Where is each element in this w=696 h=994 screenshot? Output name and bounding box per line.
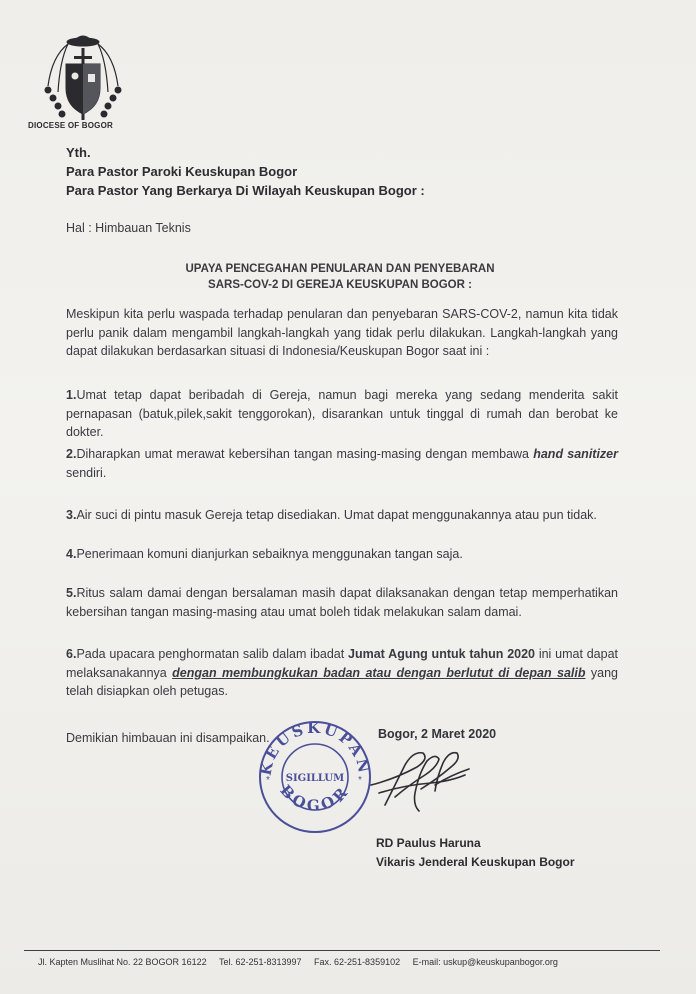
footer-tel: Tel. 62-251-8313997 <box>218 957 302 967</box>
point-1 <box>66 386 618 442</box>
document-title-line-1: UPAYA PENCEGAHAN PENULARAN DAN PENYEBARAN <box>185 263 495 275</box>
point-2 <box>66 445 618 482</box>
point-3 <box>66 506 618 525</box>
salutation: Yth. <box>66 145 91 160</box>
point-text: Ritus salam damai dengan bersalaman masih dapat dilaksanakan dengan tetap memperhatikan kebersihan tangan masing-masing atau umat boleh tidak melakukan salam damai. <box>66 586 618 619</box>
point-6 <box>66 645 618 701</box>
seal-star-icon: * <box>358 775 362 786</box>
addressee-line-1: Para Pastor Paroki Keuskupan Bogor <box>66 164 298 179</box>
point-text-end: yang telah disiapkan oleh petugas. <box>66 665 618 698</box>
signer-title: Vikaris Jenderal Keuskupan Bogor <box>376 855 575 869</box>
signer-name: RD Paulus Haruna <box>376 836 481 850</box>
point-text-end: sendiri. <box>66 465 107 480</box>
seal-center-text: SIGILLUM <box>285 773 345 784</box>
point-number: 6. <box>66 647 77 661</box>
point-number: 5. <box>66 586 77 600</box>
addressee-block <box>66 143 425 200</box>
footer-address: Jl. Kapten Muslihat No. 22 BOGOR 16122 <box>38 957 207 967</box>
diocese-crest-icon <box>38 30 128 122</box>
point-text: Air suci di pintu masuk Gereja tetap disediakan. Umat dapat menggunakannya atau pun tidak. <box>76 508 597 522</box>
crest-caption: DIOCESE OF BOGOR <box>28 121 113 130</box>
subject-line: Hal : Himbauan Teknis <box>66 221 191 235</box>
hand-sanitizer-emphasis: hand sanitizer <box>533 447 618 461</box>
point-number: 3. <box>66 508 77 522</box>
seal-star-icon: * <box>266 775 270 786</box>
footer-email: E-mail: uskup@keuskupanbogor.org <box>412 957 558 967</box>
document-title <box>180 261 500 293</box>
diocese-seal-stamp <box>255 717 375 835</box>
point-text-mid: ini umat dapat melaksanakannya <box>66 647 618 680</box>
seal-bottom-text: BOGOR <box>276 781 354 815</box>
svg-text:BOGOR <box>276 781 353 814</box>
seal-top-text: KEUSKUPAN <box>256 718 374 778</box>
point-text: Penerimaan komuni dianjurkan sebaiknya menggunakan tangan saja. <box>76 547 463 561</box>
svg-text:KEUSKUPAN <box>257 719 374 777</box>
point-number: 1. <box>66 388 77 402</box>
point-text: Pada upacara penghormatan salib dalam ibadat <box>76 647 349 661</box>
letterhead-footer <box>38 957 658 967</box>
place-date: Bogor, 2 Maret 2020 <box>378 727 497 741</box>
footer-divider <box>24 950 660 951</box>
point-number: 2. <box>66 447 77 461</box>
point-4 <box>66 545 618 564</box>
jumat-agung-emphasis: Jumat Agung untuk tahun 2020 <box>348 647 536 661</box>
document-title-line-2: SARS-COV-2 DI GEREJA KEUSKUPAN BOGOR : <box>208 279 472 291</box>
point-number: 4. <box>66 547 77 561</box>
addressee-line-2: Para Pastor Yang Berkarya Di Wilayah Keuskupan Bogor : <box>66 183 425 198</box>
underlined-instruction: dengan membungkukan badan atau dengan berlutut di depan salib <box>172 665 586 680</box>
point-5 <box>66 584 618 621</box>
intro-paragraph: Meskipun kita perlu waspada terhadap penularan dan penyebaran SARS-COV-2, namun kita tidak perlu panik dalam mengambil langkah-langkah yang tidak perlu dilakukan. Langkah-langkah yang dapat dilakukan berdasarkan situasi di Indonesia/Keuskupan Bogor saat ini : <box>66 307 618 358</box>
handwritten-signature <box>365 745 480 820</box>
point-text: Diharapkan umat merawat kebersihan tangan masing-masing dengan membawa <box>76 447 534 461</box>
closing-text: Demikian himbauan ini disampaikan. <box>66 731 270 745</box>
footer-fax: Fax. 62-251-8359102 <box>314 957 401 967</box>
point-text: Umat tetap dapat beribadah di Gereja, namun bagi mereka yang sedang menderita sakit pernapasan (batuk,pilek,sakit tenggorokan), disarankan untuk tinggal di rumah dan berobat ke dokter. <box>66 388 618 439</box>
